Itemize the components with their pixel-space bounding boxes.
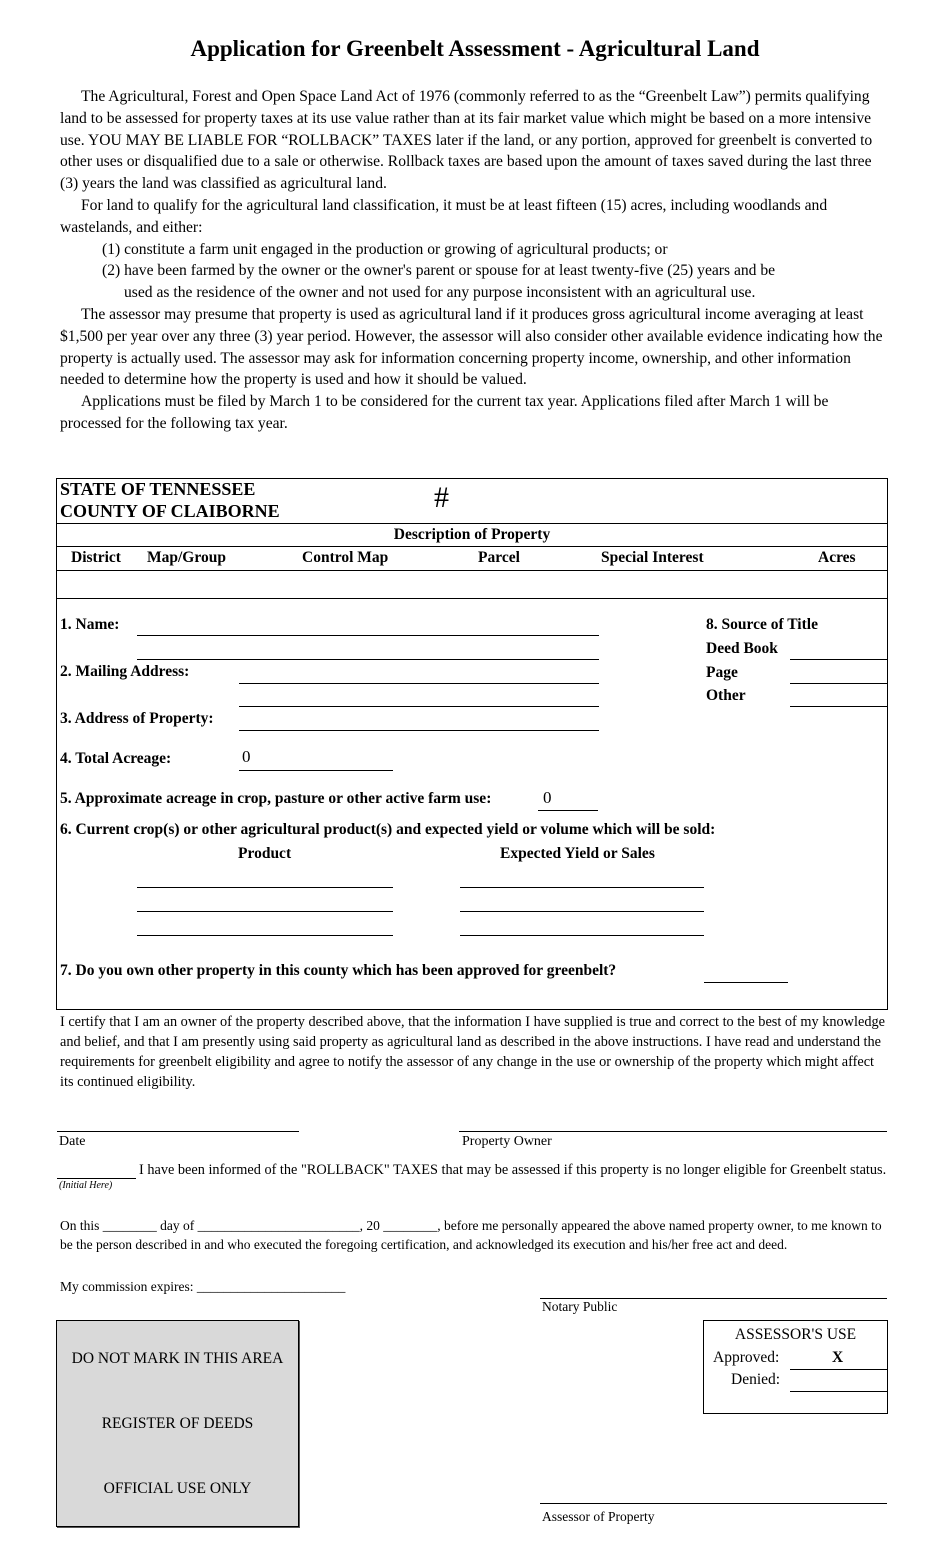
crop-acreage-input[interactable]: [538, 810, 598, 811]
property-description-row[interactable]: [57, 571, 887, 598]
assessors-use-box: [703, 1320, 888, 1414]
divider: [57, 598, 887, 599]
application-number-sign: #: [434, 481, 449, 514]
intro-item-1: (1) constitute a farm unit engaged in the production or growing of agricultural products; or: [102, 240, 668, 258]
divider: [57, 546, 887, 547]
product-input-1[interactable]: [137, 887, 393, 888]
assessor-signature-label: Assessor of Property: [542, 1509, 655, 1524]
intro-paragraph-1: The Agricultural, Forest and Open Space Land Act of 1976 (commonly referred to as the “Greenbelt Law”) permits qualifying land to be assessed for property taxes at its use value rather than at its fair market value which might be based on a more intensive use. YOU MAY BE LIABLE FOR “ROLLBACK” TAXES later if the land, or any portion, approved for greenbelt is converted to other uses or disqualified due to a sale or otherwise. Rollback taxes are based upon the amount of taxes saved during the last three (3) years the land was classified as agricultural land.: [60, 88, 873, 193]
notary-text: On this ________ day of ________________________, 20 ________, before me personally appeared the above named property owner, to me known to be the person described in and who executed the foregoing certification, and acknowledged its execution and his/her free act and deed.: [60, 1218, 882, 1252]
col-map-group: Map/Group: [147, 549, 226, 566]
official-use-area: [56, 1320, 299, 1527]
yield-input-2[interactable]: [460, 911, 704, 912]
crop-acreage-label: 5. Approximate acreage in crop, pasture or other active farm use:: [60, 790, 492, 807]
date-signature-line[interactable]: [57, 1131, 299, 1132]
rollback-acknowledgment: I have been informed of the "ROLLBACK" TAXES that may be assessed if this property is no longer eligible for Greenbelt status.: [139, 1162, 887, 1178]
product-column-label: Product: [238, 845, 292, 862]
register-of-deeds-label: REGISTER OF DEEDS: [101, 1415, 254, 1432]
col-district: District: [71, 549, 121, 566]
county-label: COUNTY OF CLAIBORNE: [60, 501, 280, 521]
owner-label: Property Owner: [462, 1134, 552, 1149]
other-label: Other: [706, 687, 746, 704]
other-property-label: 7. Do you own other property in this county which has been approved for greenbelt?: [60, 962, 617, 979]
other-property-input[interactable]: [704, 982, 788, 983]
property-address-input[interactable]: [239, 730, 599, 731]
col-special-interest: Special Interest: [601, 549, 704, 566]
intro-paragraph-3: The assessor may presume that property is used as agricultural land if it produces gross agricultural income averaging at least $1,500 per year over any three (3) year period. However, the assessor will also consider other available evidence indicating how the property is actually used. The assessor may ask for information concerning property income, ownership, and other information needed to determine how the property is used and how it should be valued.: [60, 305, 883, 389]
mailing-address-label: 2. Mailing Address:: [60, 663, 190, 680]
certification-text: I certify that I am an owner of the property described above, that the information I have supplied is true and correct to the best of my knowledge and belief, and that I am presently using said property as agricultural land as described in the above instructions. I have read and understand the requirements for greenbelt eligibility and agree to notify the assessor of any change in the use or ownership of the property which might affect its continued eligibility.: [60, 1014, 885, 1090]
denied-line[interactable]: [790, 1391, 887, 1392]
notary-public-label: Notary Public: [542, 1299, 618, 1314]
total-acreage-label: 4. Total Acreage:: [60, 750, 172, 767]
approved-value[interactable]: X: [832, 1349, 844, 1366]
yield-column-label: Expected Yield or Sales: [500, 845, 655, 862]
divider: [57, 523, 887, 524]
intro-paragraph-2: For land to qualify for the agricultural land classification, it must be at least fifteen (15) acres, including woodlands and wastelands, and either:: [60, 196, 828, 236]
initial-line[interactable]: [57, 1178, 136, 1179]
instructions: [60, 86, 890, 435]
description-title: Description of Property: [393, 526, 551, 543]
other-input[interactable]: [790, 706, 887, 707]
deed-book-label: Deed Book: [706, 640, 778, 657]
owner-signature-line[interactable]: [459, 1131, 887, 1132]
yield-input-3[interactable]: [460, 935, 704, 936]
page-title: Application for Greenbelt Assessment - Agricultural Land: [190, 36, 760, 61]
property-address-label: 3. Address of Property:: [60, 710, 214, 727]
initial-label: (Initial Here): [59, 1180, 113, 1191]
approved-line[interactable]: [790, 1369, 887, 1370]
col-acres: Acres: [818, 549, 856, 566]
yield-input-1[interactable]: [460, 887, 704, 888]
name-input-line-2[interactable]: [137, 659, 599, 660]
mailing-address-input[interactable]: [239, 683, 599, 684]
source-of-title-label: 8. Source of Title: [706, 616, 818, 633]
total-acreage-value[interactable]: 0: [242, 747, 251, 766]
do-not-mark-label: DO NOT MARK IN THIS AREA: [71, 1350, 284, 1367]
assessors-use-title: ASSESSOR'S USE: [734, 1326, 857, 1343]
page-input[interactable]: [790, 683, 887, 684]
name-input[interactable]: [137, 635, 599, 636]
col-control-map: Control Map: [302, 549, 389, 566]
crop-acreage-value[interactable]: 0: [543, 788, 552, 807]
product-input-2[interactable]: [137, 911, 393, 912]
intro-item-2-continued: used as the residence of the owner and not used for any purpose inconsistent with an agricultural use.: [124, 284, 756, 302]
state-label: STATE OF TENNESSEE: [60, 479, 256, 499]
intro-paragraph-4: Applications must be filed by March 1 to be considered for the current tax year. Applications filed after March 1 will be processed for the following tax year.: [60, 393, 829, 432]
name-label: 1. Name:: [60, 616, 120, 633]
crops-label: 6. Current crop(s) or other agricultural product(s) and expected yield or volume which will be sold:: [60, 821, 716, 838]
mailing-address-input-line-2[interactable]: [239, 706, 599, 707]
product-input-3[interactable]: [137, 935, 393, 936]
commission-expires[interactable]: My commission expires: ______________________: [60, 1279, 346, 1294]
denied-label: Denied:: [731, 1371, 781, 1388]
approved-label: Approved:: [713, 1349, 780, 1366]
official-use-only-label: OFFICIAL USE ONLY: [103, 1480, 252, 1497]
assessor-signature-line[interactable]: [540, 1503, 887, 1504]
page-label: Page: [706, 664, 738, 681]
intro-item-2: (2) have been farmed by the owner or the owner's parent or spouse for at least twenty-five (25) years and be: [102, 262, 776, 280]
application-form: [56, 478, 888, 1010]
deed-book-input[interactable]: [790, 659, 887, 660]
date-label: Date: [59, 1134, 86, 1149]
total-acreage-input[interactable]: [239, 770, 393, 771]
col-parcel: Parcel: [478, 549, 520, 566]
